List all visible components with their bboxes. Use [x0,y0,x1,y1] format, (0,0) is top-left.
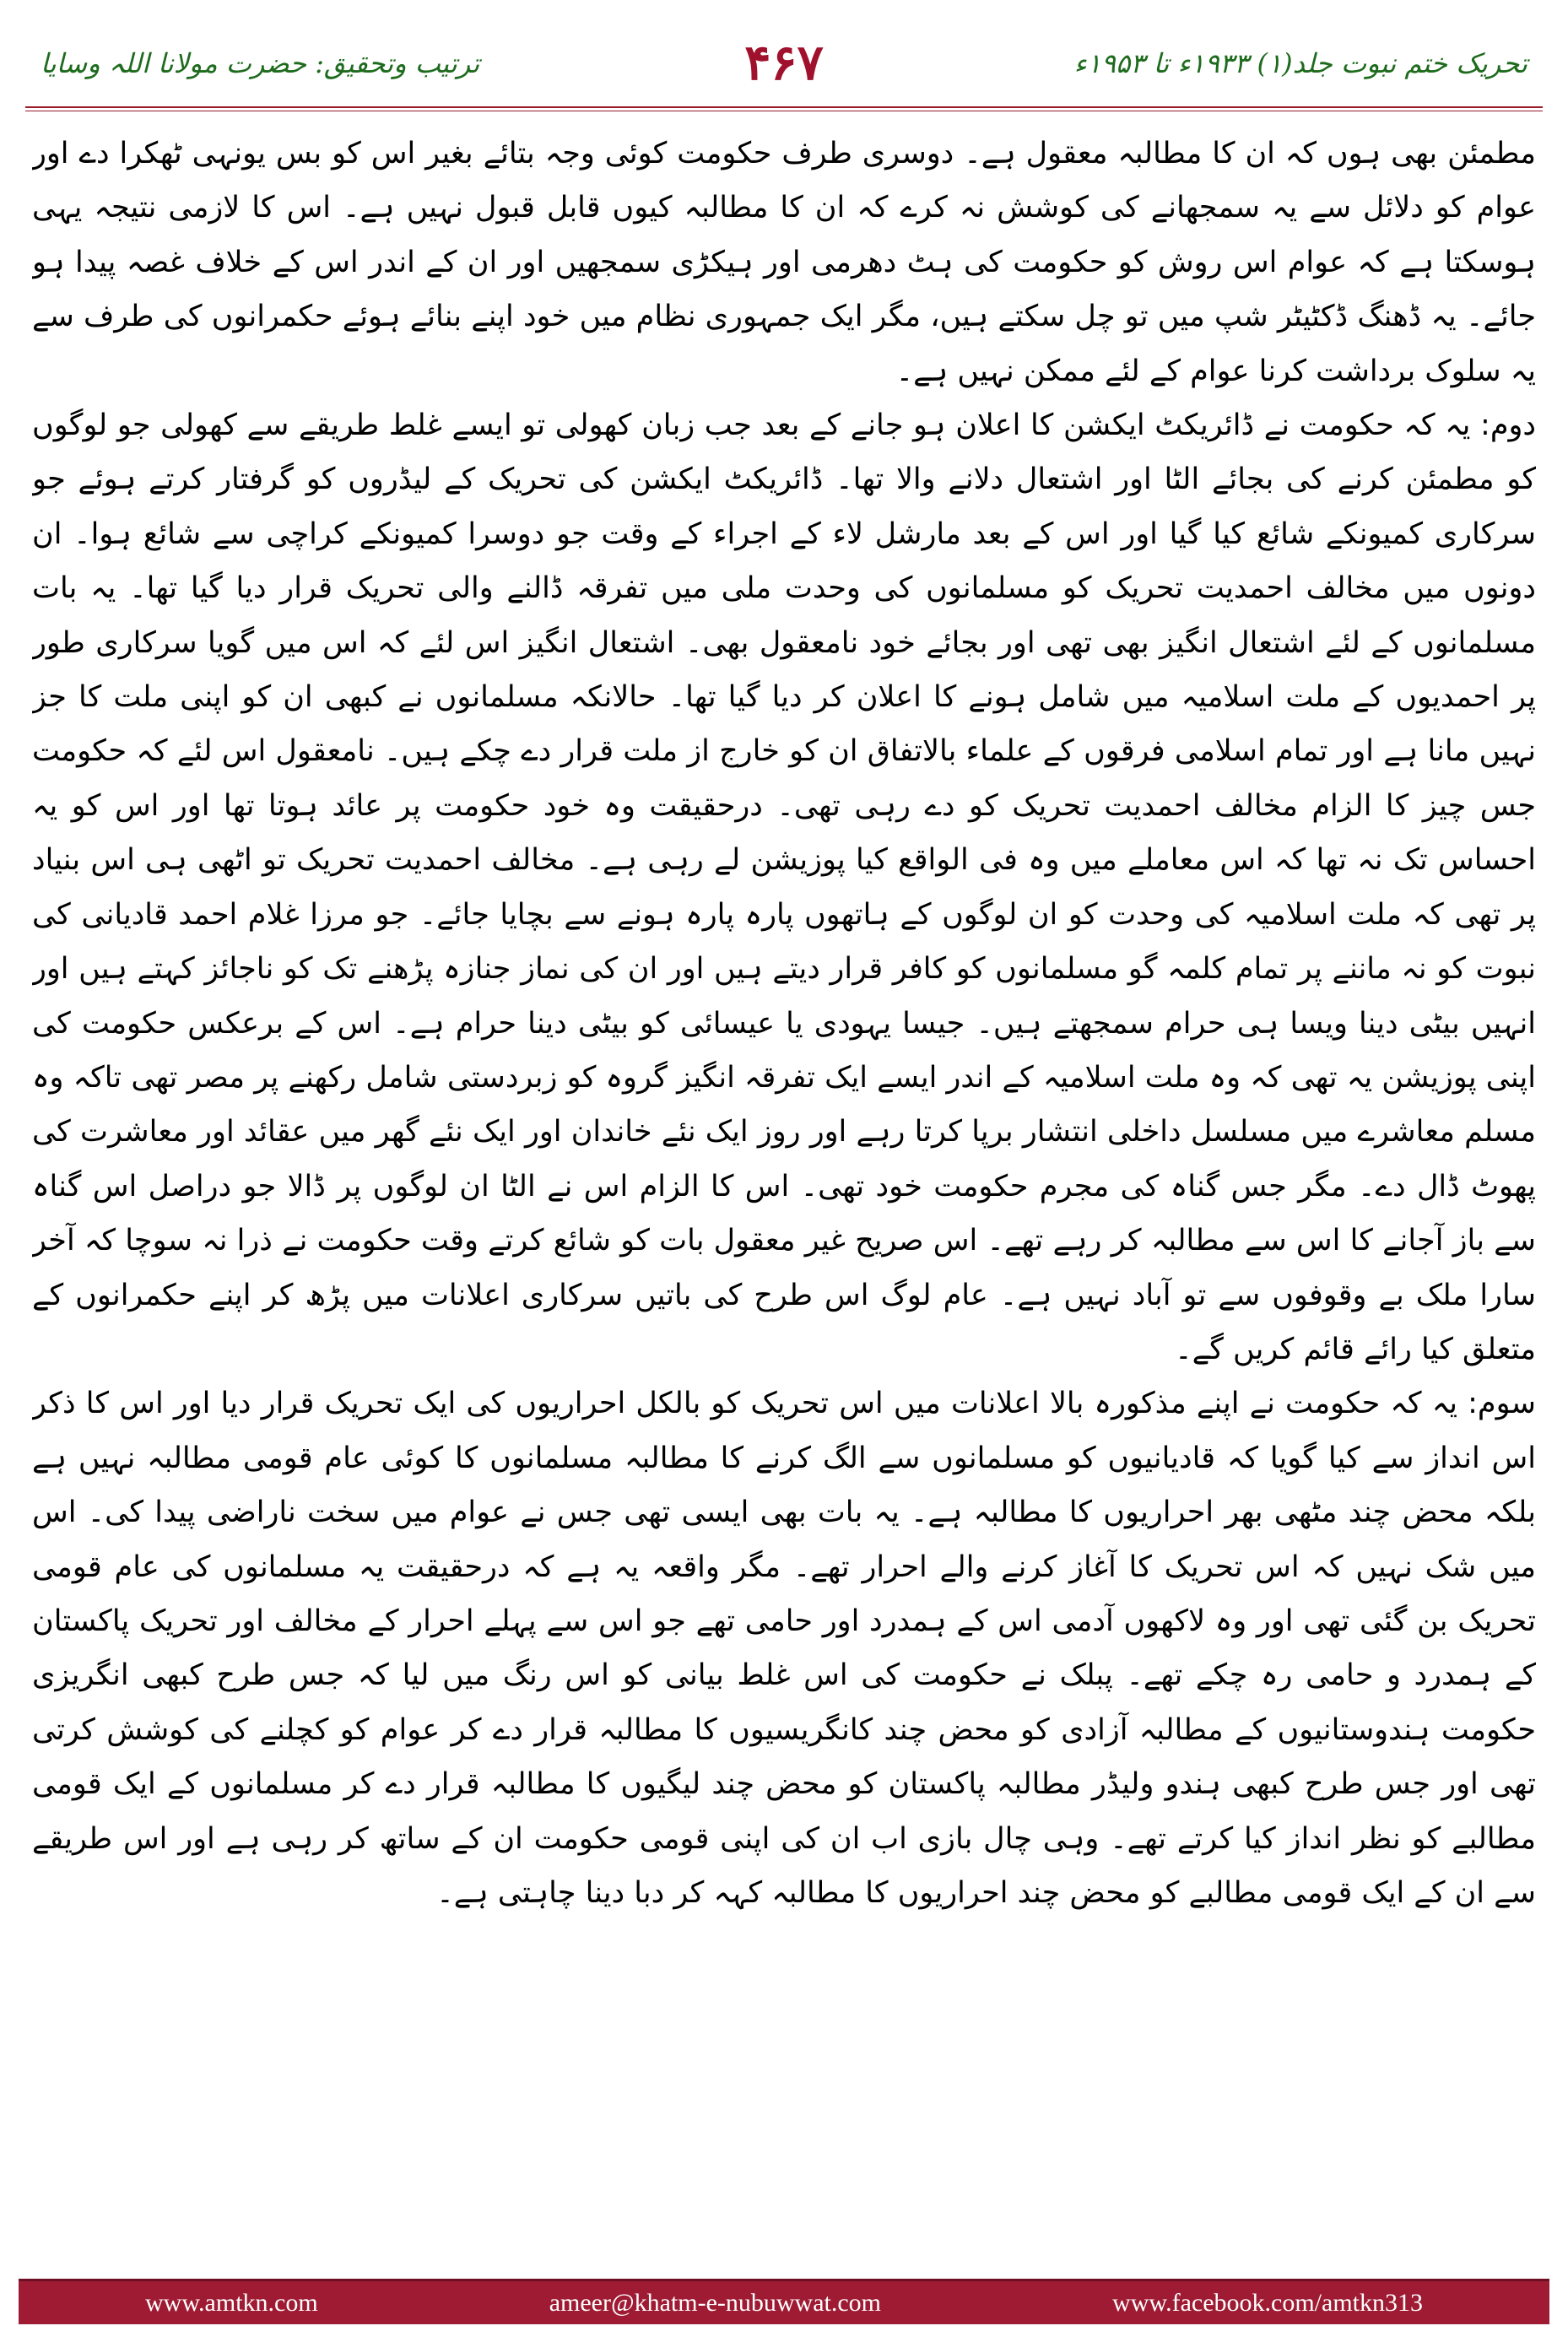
page-footer [19,2279,1549,2324]
header-divider [25,106,1543,111]
email-link[interactable]: ameer@khatm-e-nubuwwat.com [549,2288,882,2317]
paragraph-3: سوم: یہ کہ حکومت نے اپنے مذکورہ بالا اعلانات میں اس تحریک کو بالکل احراریوں کی ایک تحریک قرار دیا اور اس کا ذکر اس انداز سے کیا گویا کہ قادیانیوں کو مسلمانوں سے الگ کرنے کا مطالبہ مسلمانوں کا کوئی عام قومی مطالبہ نہیں ہے بلکہ محض چند مٹھی بھر احراریوں کا مطالبہ ہے۔ یہ بات بھی ایسی تھی جس نے عوام میں سخت ناراضی پیدا کی۔ اس میں شک نہیں کہ اس تحریک کا آغاز کرنے والے احرار تھے۔ مگر واقعہ یہ ہے کہ درحقیقت یہ مسلمانوں کی عام قومی تحریک بن گئی تھی اور وہ لاکھوں آدمی اس کے ہمدرد اور حامی تھے جو اس سے پہلے احرار کے مخالف اور تحریک پاکستان کے ہمدرد و حامی رہ چکے تھے۔ پبلک نے حکومت کی اس غلط بیانی کو اس رنگ میں لیا کہ جس طرح کبھی انگریزی حکومت ہندوستانیوں کے مطالبہ آزادی کو محض چند کانگریسیوں کا مطالبہ قرار دے کر عوام کو کچلنے کی کوشش کرتی تھی اور جس طرح کبھی ہندو ولیڈر مطالبہ پاکستان کو محض چند لیگیوں کا مطالبہ قرار دے کر مسلمانوں کے ایک قومی مطالبے کو نظر انداز کیا کرتے تھے۔ وہی چال بازی اب ان کی اپنی قومی حکومت ان کے ساتھ کر رہی ہے اور اس طریقے سے ان کے ایک قومی مطالبے کو محض چند احراریوں کا مطالبہ کہہ کر دبا دینا چاہتی ہے۔ [32,1387,1536,1910]
paragraph-1: مطمئن بھی ہوں کہ ان کا مطالبہ معقول ہے۔ دوسری طرف حکومت کوئی وجہ بتائے بغیر اس کو بس یونہی ٹھکرا دے اور عوام کو دلائل سے یہ سمجھانے کی کوشش نہ کرے کہ ان کا مطالبہ کیوں قابل قبول نہیں ہے۔ اس کا لازمی نتیجہ یہی ہوسکتا ہے کہ عوام اس روش کو حکومت کی ہٹ دھرمی اور ہیکڑی سمجھیں اور ان کے اندر اس کے خلاف غصہ پیدا ہو جائے۔ یہ ڈھنگ ڈکٹیٹر شپ میں تو چل سکتے ہیں، مگر ایک جمہوری نظام میں خود اپنے بنائے ہوئے حکمرانوں کی طرف سے یہ سلوک برداشت کرنا عوام کے لئے ممکن نہیں ہے۔ [32,137,1536,388]
website-link[interactable]: www.amtkn.com [145,2288,318,2317]
page-header [25,34,1543,118]
paragraph-2: دوم: یہ کہ حکومت نے ڈائریکٹ ایکشن کا اعلان ہو جانے کے بعد جب زبان کھولی تو ایسے غلط طریقے سے کھولی جو لوگوں کو مطمئن کرنے کی بجائے الٹا اور اشتعال دلانے والا تھا۔ ڈائریکٹ ایکشن کی تحریک کے لیڈروں کو گرفتار کرتے ہوئے جو سرکاری کمیونکے شائع کیا گیا اور اس کے بعد مارشل لاء کے اجراء کے وقت جو دوسرا کمیونکے کراچی سے شائع ہوا۔ ان دونوں میں مخالف احمدیت تحریک کو مسلمانوں کی وحدت ملی میں تفرقہ ڈالنے والی تحریک قرار دیا گیا تھا۔ یہ بات مسلمانوں کے لئے اشتعال انگیز بھی تھی اور بجائے خود نامعقول بھی۔ اشتعال انگیز اس لئے کہ اس میں گویا سرکاری طور پر احمدیوں کے ملت اسلامیہ میں شامل ہونے کا اعلان کر دیا گیا تھا۔ حالانکہ مسلمانوں نے کبھی ان کو اپنی ملت کا جز نہیں مانا ہے اور تمام اسلامی فرقوں کے علماء بالاتفاق ان کو خارج از ملت قرار دے چکے ہیں۔ نامعقول اس لئے کہ حکومت جس چیز کا الزام مخالف احمدیت تحریک کو دے رہی تھی۔ درحقیقت وہ خود حکومت پر عائد ہوتا تھا اور اس کو یہ احساس تک نہ تھا کہ اس معاملے میں وہ فی الواقع کیا پوزیشن لے رہی ہے۔ مخالف احمدیت تحریک تو اٹھی ہی اس بنیاد پر تھی کہ ملت اسلامیہ کی وحدت کو ان لوگوں کے ہاتھوں پارہ پارہ ہونے سے بچایا جائے۔ جو مرزا غلام احمد قادیانی کی نبوت کو نہ ماننے پر تمام کلمہ گو مسلمانوں کو کافر قرار دیتے ہیں اور ان کی نماز جنازہ پڑھنے تک کو ناجائز کہتے ہیں اور انہیں بیٹی دینا ویسا ہی حرام سمجھتے ہیں۔ جیسا یہودی یا عیسائی کو بیٹی دینا حرام ہے۔ اس کے برعکس حکومت کی اپنی پوزیشن یہ تھی کہ وہ ملت اسلامیہ کے اندر ایسے ایک تفرقہ انگیز گروہ کو زبردستی شامل رکھنے پر مصر تھی تاکہ وہ مسلم معاشرے میں مسلسل داخلی انتشار برپا کرتا رہے اور روز ایک نئے خاندان اور ایک نئے گھر میں عقائد اور معاشرت کی پھوٹ ڈال دے۔ مگر جس گناہ کی مجرم حکومت خود تھی۔ اس کا الزام اس نے الٹا ان لوگوں پر ڈالا جو دراصل اس گناہ سے باز آجانے کا اس سے مطالبہ کر رہے تھے۔ اس صریح غیر معقول بات کو شائع کرتے وقت حکومت نے ذرا نہ سوچا کہ آخر سارا ملک بے وقوفوں سے تو آباد نہیں ہے۔ عام لوگ اس طرح کی باتیں سرکاری اعلانات میں پڑھ کر اپنے حکمرانوں کے متعلق کیا رائے قائم کریں گے۔ [32,408,1536,1366]
book-title: تحریک ختم نبوت جلد(۱) ۱۹۳۳ء تا ۱۹۵۳ء [1073,47,1527,79]
page-number: ۴۶۷ [744,34,824,91]
facebook-link[interactable]: www.facebook.com/amtkn313 [1112,2288,1423,2317]
compiler-credit: ترتیب وتحقیق: حضرت مولانا اللہ وسایا [41,47,480,79]
page-body [32,127,1536,2253]
